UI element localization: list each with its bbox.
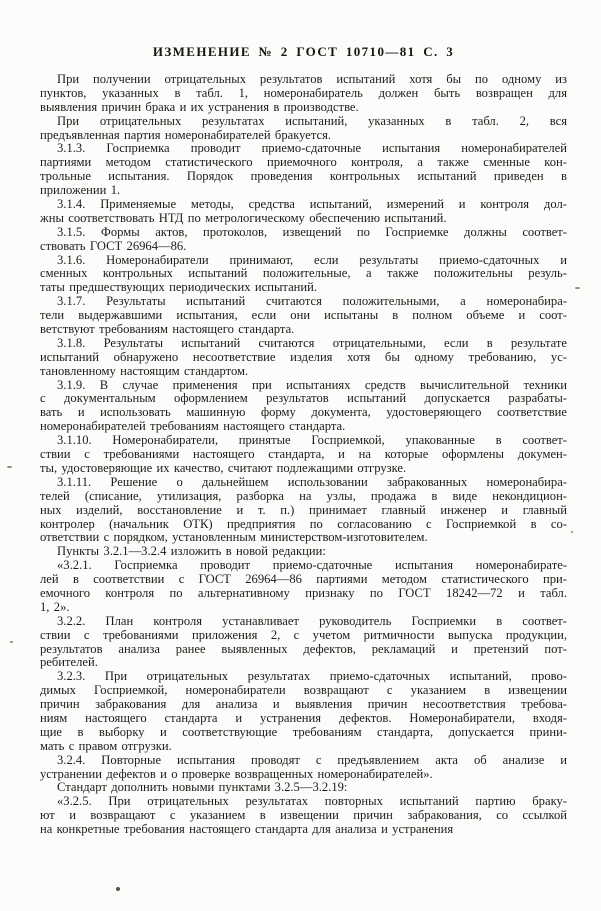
text-line: При отрицательных результатах испытаний, указанных в табл. 2, вся [57, 113, 567, 128]
text-line: ствии с требованиями настоящего стандарта, и на которые оформлены докумен- [40, 447, 567, 462]
document-body [40, 73, 567, 837]
text-line: партиями методом статистического приемочного контроля, а также сменные кон- [40, 155, 567, 170]
text-line: 3.2.3. При отрицательных результатах приемо-сдаточных испытаний, прово- [57, 669, 567, 684]
text-line: «3.2.5. При отрицательных результатах повторных испытаний партию браку- [57, 794, 567, 809]
scan-speck [571, 531, 573, 533]
scan-speck [116, 887, 120, 891]
text-line: 1, 2». [40, 599, 70, 614]
scan-speck [575, 287, 580, 289]
text-line: таты предшествующих периодических испытаний. [40, 280, 318, 295]
text-line: предъявленная партия номеронабирателей бракуется. [40, 127, 332, 142]
text-line: результатов анализа ранее выявленных дефектов, рекламаций и претензий пот- [40, 641, 567, 656]
text-line: 3.1.10. Номеронабиратели, принятые Госприемкой, упакованные в соответ- [57, 433, 567, 448]
text-line: на конкретные требования настоящего стандарта для анализа и устранения [40, 822, 454, 837]
text-line: ветствуют требованиям настоящего стандарта. [40, 322, 295, 337]
text-line: пунктов, указанных в табл. 1, номеронабиратель должен быть возвращен для [40, 85, 567, 100]
text-line: контролер (начальник ОТК) предприятия по согласованию с Госприемкой в со- [40, 516, 567, 531]
scan-speck [7, 466, 12, 468]
text-line: тели выдержавшими испытания, если они испытаны в полном объеме и соот- [40, 308, 567, 323]
text-line: приложении 1. [40, 183, 121, 198]
text-line: 3.1.6. Номеронабиратели принимают, если результаты приемо-сдаточных и [57, 252, 567, 267]
text-line: ствии с требованиями приложения 2, с учетом ритмичности выпуска продукции, [40, 627, 567, 642]
text-line: телей (списание, утилизация, разборка на узлы, продажа в виде некондицион- [40, 488, 567, 503]
text-line: 3.1.11. Решение о дальнейшем использовании забракованных номеронабира- [57, 474, 567, 489]
text-line: вать и использовать машинную форму документа, удостоверяющего соответствие [40, 405, 567, 420]
text-line: 3.2.4. Повторные испытания проводят с предъявлением акта об анализе и [57, 752, 567, 767]
page-header-title: ИЗМЕНЕНИЕ № 2 ГОСТ 10710—81 С. 3 [152, 44, 455, 59]
text-line: емочного контроля по альтернативному признаку по ГОСТ 18242—72 и табл. [40, 585, 567, 600]
scan-speck [10, 641, 13, 643]
text-line: ты, удостоверяющие их качество, считают подлежащими отгрузке. [40, 460, 407, 475]
text-line: 3.1.3. Госприемка проводит приемо-сдаточные испытания номеронабирателей [57, 141, 567, 156]
text-line: жны соответствовать НТД по метрологическому обеспечению испытаний. [40, 210, 447, 225]
text-line: При получении отрицательных результатов испытаний хотя бы по одному из [57, 72, 567, 86]
text-line: 3.1.9. В случае применения при испытаниях средств вычислительной техники [57, 377, 567, 392]
text-line: «3.2.1. Госприемка проводит приемо-сдаточные испытания номеронабирате- [57, 558, 567, 573]
text-line: устранении дефектов и о проверке возвращенных номеронабирателей». [40, 766, 433, 781]
text-line: лей в соответствии с ГОСТ 26964—86 партиями методом статистического при- [40, 572, 567, 587]
text-line: 3.1.7. Результаты испытаний считаются положительными, а номеронабира- [57, 294, 567, 309]
text-line: выявления причин брака и их устранения в производстве. [40, 99, 359, 114]
text-line: 3.1.4. Применяемые методы, средства испытаний, измерений и контроля дол- [57, 197, 567, 212]
text-line: мать с правом отгрузки. [40, 738, 172, 753]
text-line: сменных контрольных испытаний положительные, а также положительны резуль- [40, 266, 567, 281]
text-line: Стандарт дополнить новыми пунктами 3.2.5—3.2.19: [57, 780, 348, 795]
text-line: ных изделий, восстановление и т. п.) принимает главный инженер и главный [40, 502, 567, 517]
text-line: тановленному настоящим стандартом. [40, 363, 249, 378]
text-line: испытаний обнаружено несоответствие изделия хотя бы одному требованию, ус- [40, 349, 567, 364]
text-line: димых Госприемкой, номеронабиратели возвращают с указанием в извещении [40, 683, 567, 698]
text-line: ствовать ГОСТ 26964—86. [40, 238, 187, 253]
text-line: трольные испытания. Порядок проведения контрольных испытаний приведен в [40, 169, 567, 184]
text-line: причин забракования для анализа и выявления причин несоответствия требова- [40, 697, 567, 712]
text-line: 3.2.2. План контроля устанавливает руководитель Госприемки в соответ- [57, 613, 567, 628]
text-line: щие в выборку и соответствующие требованиям стандарта, допускается прини- [40, 724, 567, 739]
text-line: ниям настоящего стандарта и устранения дефектов. Номеронабиратели, входя- [40, 710, 567, 725]
text-line: 3.1.5. Формы актов, протоколов, извещений по Госприемке должны соответ- [57, 224, 567, 239]
text-line: номеронабирателей требованиям настоящего стандарта. [40, 419, 346, 434]
text-line: ответствии с порядком, установленным министерством-изготовителем. [40, 530, 428, 545]
text-line: Пункты 3.2.1—3.2.4 изложить в новой редакции: [57, 544, 326, 559]
text-line: ют и возвращают с указанием в извещении причин забракования, со ссылкой [40, 808, 567, 823]
text-line: с документальным оформлением результатов испытаний допускается разрабаты- [40, 391, 567, 406]
text-line: ребителей. [40, 655, 98, 670]
text-line: 3.1.8. Результаты испытаний считаются отрицательными, если в результате [57, 335, 567, 350]
